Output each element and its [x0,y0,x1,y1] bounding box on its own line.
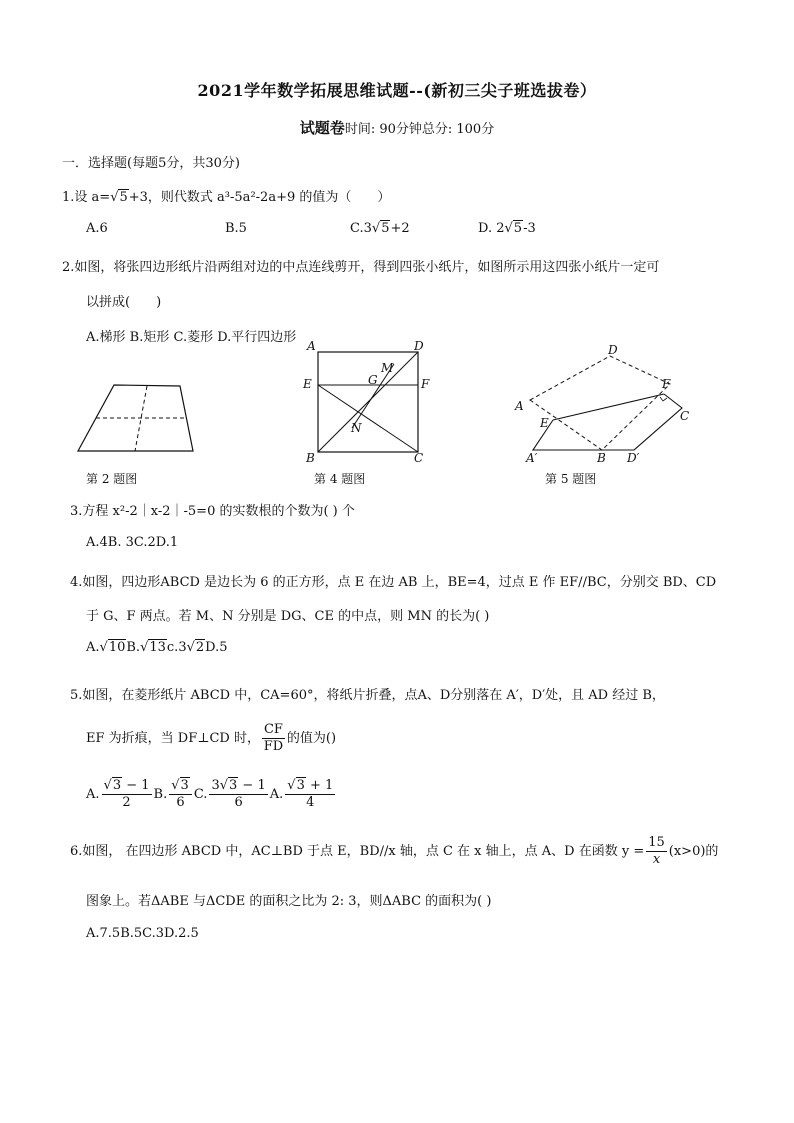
q1-stem-sqrt: 5 [119,190,128,205]
q4-opt-a2: 10 [108,640,126,655]
paper-subtitle [0,117,794,138]
q5-opt-a-rest: − 1 [122,778,150,793]
q5-opt-b-sqrt: 3 [180,778,189,793]
fig5-label-a-prime: A′ [526,451,538,465]
figure-5-rhombus [510,340,700,465]
q4-opt-c1: c.3 [166,640,187,655]
q5-opt-a-frac: $\frac{√3 - 1}{2}$ [103,778,150,810]
question-6-options: A.7.5B.5C.3D.2.5 [86,926,199,941]
figure-2-caption: 第 2 题图 [86,472,138,486]
q5-line2-b: 的值为() [286,731,337,746]
q5-opt-c-rest: − 1 [238,778,266,793]
question-2-options: A.梯形 B.矩形 C.菱形 D.平行四边形 [86,330,297,345]
q5-frac-den: FD [263,739,284,754]
q5-opt-c-frac: $\frac{3√3 - 1}{6}$ [211,778,266,810]
fig4-line-bd [318,352,418,452]
fig4-label-n: N [351,421,362,435]
fig4-label-g: G [368,373,378,387]
q6-fraction-15-x [646,835,667,868]
q5-opt-d-frac: $\frac{√3 + 1}{4}$ [287,778,334,810]
figure-4-caption: 第 4 题图 [314,472,366,486]
subtitle-main: 试题卷 [299,119,345,137]
fig4-label-d: D [414,339,424,353]
question-3-stem: 3.方程 x²-2｜x-2｜-5=0 的实数根的个数为( ) 个 [70,504,355,519]
fig5-label-d-prime: D′ [627,451,640,465]
q5-opt-a-label: A. [86,787,100,802]
fig5-label-b: B [597,451,606,465]
question-2-line2: 以拼成( ) [86,295,162,310]
q5-opt-c-den: 6 [234,795,243,810]
q1-opt-d3: -3 [523,221,536,236]
question-5-line2 [86,722,336,755]
subtitle-info: 时间: 90分钟总分: 100分 [344,122,495,137]
q1-option-d: D. 2√5-3 [478,221,536,236]
question-6-line1 [70,835,718,868]
q1-opt-d1: D. 2 [478,221,505,236]
q1-option-c: C.3√5+2 [350,221,410,236]
fig4-label-b: B [306,451,315,465]
q5-opt-b-label: B. [153,787,168,802]
q1-stem-c: +3，则代数式 a³-5a²-2a+9 的值为（ ） [128,190,391,205]
q5-opt-d-label: A. [269,787,284,802]
q5-opt-c-pre: 3 [211,778,220,793]
question-4-line1: 4.如图，四边形ABCD 是边长为 6 的正方形，点 E 在边 AB 上，BE=4，过点 E 作 EF//BC，分别交 BD、CD [70,575,717,590]
q4-opt-a1: A. [86,640,100,655]
question-1-stem: 1.设 a=√5+3，则代数式 a³-5a²-2a+9 的值为（ ） [62,190,391,205]
figure-2-trapezoid [70,378,200,458]
fig5-crease-ef [553,394,664,420]
q4-opt-b2: 13 [149,640,166,655]
q6-line1-a: 6.如图， 在四边形 ABCD 中，AC⊥BD 于点 E，BD//x 轴，点 C 在 x 轴上，点 A、D 在函数 y = [70,844,645,859]
question-4-options: A.√10B.√13c.3√2D.5 [86,640,228,655]
q1-option-b: B.5 [225,221,247,236]
q5-opt-d-den: 4 [306,795,315,810]
q1-opt-c1: C.3 [350,221,372,236]
fig5-label-a: A [515,399,524,413]
q5-opt-a-sqrt: 3 [112,778,122,793]
question-5-options [86,778,337,811]
fig4-line-ec [318,385,418,452]
q5-opt-a-den: 2 [122,795,131,810]
figure-4-square [298,336,438,468]
question-2-line1: 2.如图，将张四边形纸片沿两组对边的中点连线剪开，得到四张小纸片，如图所示用这四张小纸片一定可 [62,260,660,275]
fig4-label-c: C [414,451,424,465]
fig5-label-e: E [540,416,549,430]
fig4-label-m: M [381,361,394,375]
fig5-right-angle-mark [660,397,667,401]
q1-stem-a: 1.设 a= [62,190,111,205]
fig4-label-e: E [303,377,312,391]
q5-opt-c-label: C. [193,787,208,802]
paper-title: 2021学年数学拓展思维试题--(新初三尖子班选拔卷） [197,81,597,100]
fig5-label-d: D [608,343,618,357]
fig5-label-f: F [662,377,671,391]
q1-opt-c3: +2 [390,221,410,236]
fig5-label-c: C [680,409,690,423]
q6-line1-b: (x>0)的 [668,844,719,859]
q5-opt-c-sqrt: 3 [229,778,238,793]
fig5-folded-side [602,394,682,450]
q5-fraction-cf-fd [262,722,285,755]
q5-frac-num: CF [263,722,283,737]
question-5-line1: 5.如图，在菱形纸片 ABCD 中，CA=60°，将纸片折叠，点A、D分别落在 A′，D′处，且 AD 经过 B， [70,688,665,703]
q6-frac-num: 15 [648,835,665,850]
q5-opt-b-frac: $\frac{√3}{6}$ [169,778,192,811]
q1-option-a: A.6 [86,221,108,236]
q5-opt-d-rest: + 1 [305,778,334,793]
fig5-original-rhombus [530,356,670,450]
q4-opt-b1: B. [126,640,141,655]
q5-opt-d-sqrt: 3 [296,778,305,793]
q1-opt-c2: 5 [381,221,390,236]
fig4-label-a: A [307,339,316,353]
q4-opt-d: D.5 [205,640,228,655]
q6-frac-den: x [652,852,661,867]
q1-opt-d2: 5 [513,221,523,236]
section-heading: 一．选择题(每题5分，共30分) [62,156,240,171]
q4-opt-c2: 2 [195,640,205,655]
question-4-line2: 于 G、F 两点。若 M、N 分别是 DG、CE 的中点，则 MN 的长为( ) [86,609,490,624]
figure-5-caption: 第 5 题图 [545,472,597,486]
q5-opt-b-den: 6 [176,795,185,810]
q5-line2-a: EF 为折痕，当 DF⊥CD 时， [86,731,260,746]
question-3-options: A.4B. 3C.2D.1 [86,535,179,550]
question-6-line2: 图象上。若ΔABE 与ΔCDE 的面积之比为 2: 3，则ΔABC 的面积为( ) [86,894,492,909]
fig4-label-f: F [421,377,430,391]
